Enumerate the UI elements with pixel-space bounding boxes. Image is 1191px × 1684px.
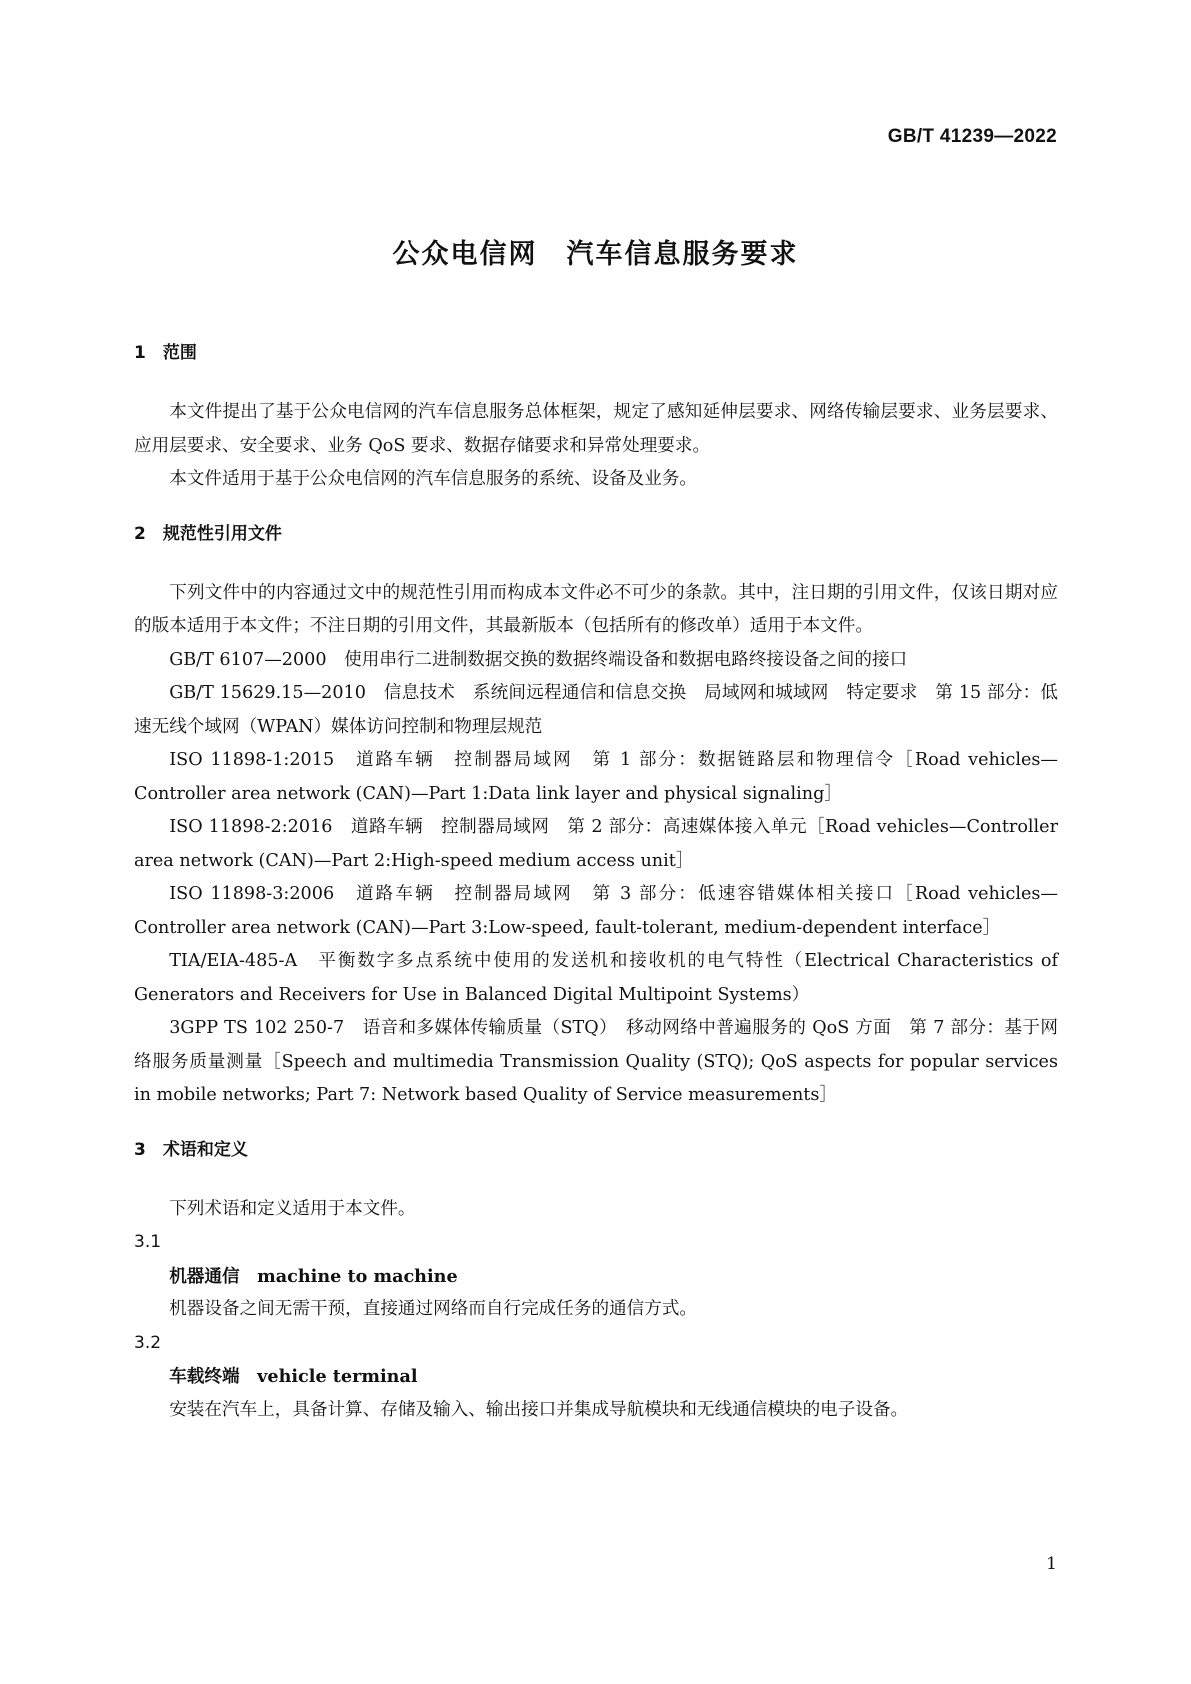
reference-item: ISO 11898-2:2016 道路车辆 控制器局域网 第 2 部分：高速媒体接入单元［Road vehicles—Controller area network (CAN)—Part 2:High-speed medium access unit］ xyxy=(134,817,1058,871)
reference-item: ISO 11898-3:2006 道路车辆 控制器局域网 第 3 部分：低速容错媒体相关接口［Road vehicles—Controller area network (CAN)—Part 3:Low-speed, fault-tolerant, medium-dependent interface］ xyxy=(134,884,1058,938)
term-number: 3.1 xyxy=(134,1232,162,1252)
reference-item: GB/T 15629.15—2010 信息技术 系统间远程通信和信息交换 局域网和城域网 特定要求 第 15 部分：低速无线个域网（WPAN）媒体访问控制和物理层规范 xyxy=(134,683,1058,737)
reference-item: TIA/EIA-485-A 平衡数字多点系统中使用的发送机和接收机的电气特性（Electrical Characteristics of Generators and Receivers for Use in Balanced Digital Multipoint Systems） xyxy=(134,951,1058,1005)
term-number: 3.2 xyxy=(134,1332,162,1353)
term-name: 机器通信 machine to machine xyxy=(169,1265,458,1287)
document-title: 公众电信网 汽车信息服务要求 xyxy=(392,239,799,270)
term-definition: 安装在汽车上，具备计算、存储及输入、输出接口并集成导航模块和无线通信模块的电子设备。 xyxy=(169,1399,909,1420)
reference-item: GB/T 6107—2000 使用串行二进制数据交换的数据终端设备和数据电路终接设备之间的接口 xyxy=(169,649,908,670)
reference-item: 3GPP TS 102 250-7 语音和多媒体传输质量（STQ） 移动网络中普遍服务的 QoS 方面 第 7 部分：基于网络服务质量测量［Speech and multimedia Transmission Quality (STQ); QoS aspects for popular services in mobile networks; Part 7: Network based Quality of Service measurements］ xyxy=(134,1018,1058,1105)
standard-code: GB/T 41239—2022 xyxy=(887,126,1057,147)
section-1-paragraph: 本文件提出了基于公众电信网的汽车信息服务总体框架，规定了感知延伸层要求、网络传输层要求、业务层要求、应用层要求、安全要求、业务 QoS 要求、数据存储要求和异常处理要求。 xyxy=(134,402,1058,456)
section-1-paragraph: 本文件适用于基于公众电信网的汽车信息服务的系统、设备及业务。 xyxy=(169,469,698,489)
section-3-intro: 下列术语和定义适用于本文件。 xyxy=(169,1198,416,1219)
page-number: 1 xyxy=(1046,1554,1057,1574)
section-2-intro: 下列文件中的内容通过文中的规范性引用而构成本文件必不可少的条款。其中，注日期的引用文件，仅该日期对应的版本适用于本文件；不注日期的引用文件，其最新版本（包括所有的修改单）适用于本文件。 xyxy=(134,582,1058,636)
section-2-heading: 2 规范性引用文件 xyxy=(134,523,282,544)
reference-item: ISO 11898-1:2015 道路车辆 控制器局域网 第 1 部分：数据链路层和物理信令［Road vehicles—Controller area network (CAN)—Part 1:Data link layer and physical signaling］ xyxy=(134,750,1058,804)
term-name: 车载终端 vehicle terminal xyxy=(169,1366,418,1387)
term-definition: 机器设备之间无需干预，直接通过网络而自行完成任务的通信方式。 xyxy=(169,1299,698,1319)
section-3-heading: 3 术语和定义 xyxy=(134,1139,248,1160)
document-body xyxy=(134,338,1058,1427)
section-1-heading: 1 范围 xyxy=(134,343,197,363)
